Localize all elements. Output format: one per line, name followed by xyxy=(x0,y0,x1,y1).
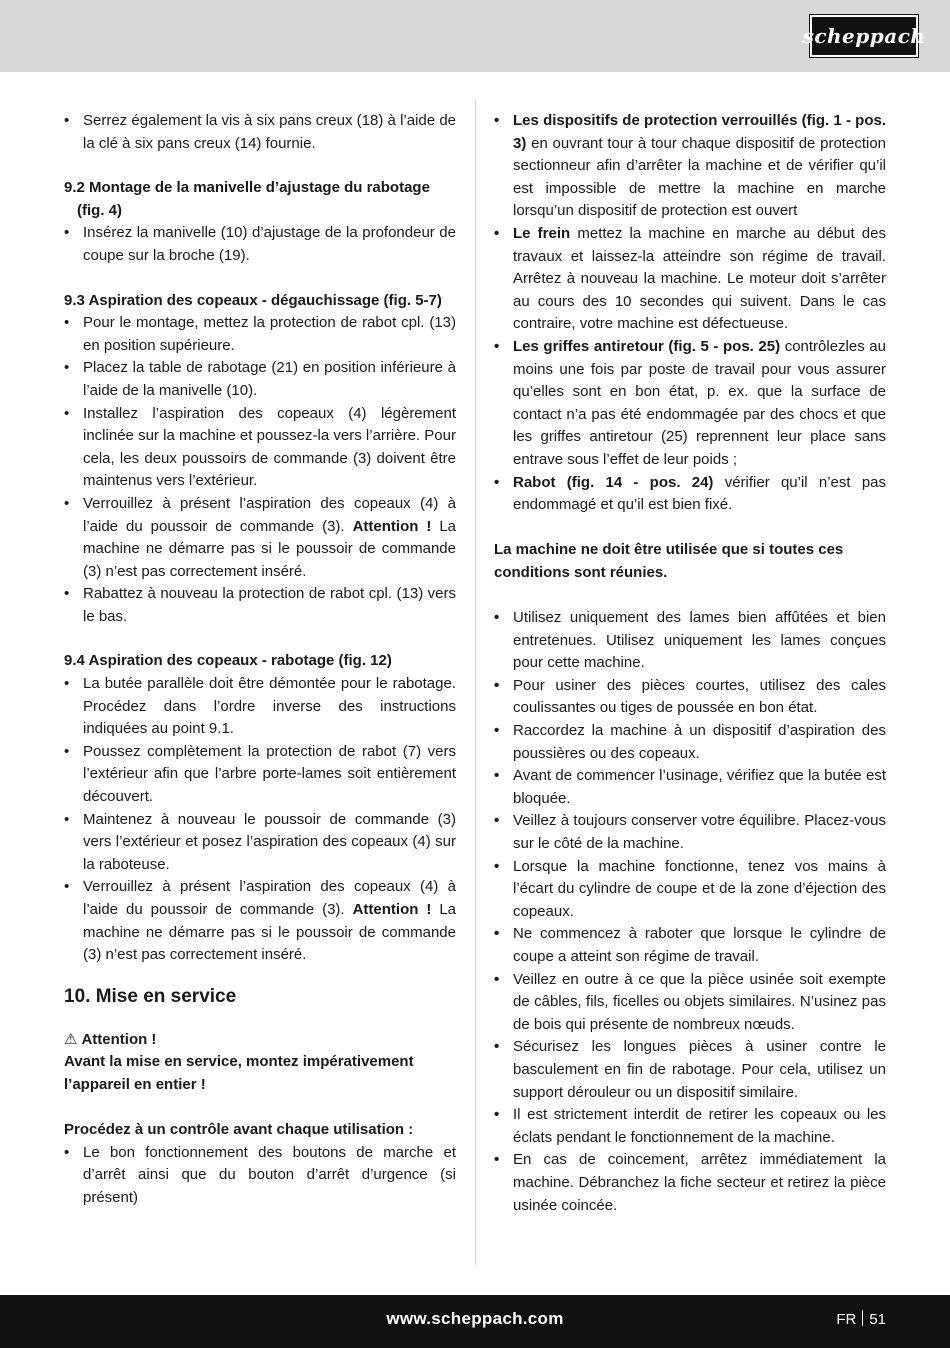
list-item: • Le bon fonctionnement des boutons de marche et d’arrêt ainsi que du bouton d’arrêt d’urgence (si présent) xyxy=(64,1142,456,1210)
condition-note: La machine ne doit être utilisée que si toutes ces conditions sont réunies. xyxy=(494,541,844,581)
list-item: • Les dispositifs de protection verrouillés (fig. 1 - pos. 3) en ouvrant tour à tour chaque dispositif de protection sectionneur afin d’arrêter la machine et de vérifier qu’il est impossible de mettre la machine en marche lorsqu’un dispositif de protection est ouvert xyxy=(494,110,886,223)
warning-label: ⚠ Attention ! xyxy=(64,1029,456,1052)
page-number-value: 51 xyxy=(869,1311,886,1328)
list-item: • Poussez complètement la protection de rabot (7) vers l’extérieur afin que l’arbre porte-lames soit entièrement découvert. xyxy=(64,741,456,809)
section-9-3-list xyxy=(64,312,456,628)
list-item: • En cas de coincement, arrêtez immédiatement la machine. Débranchez la fiche secteur et retirez la pièce usinée coincée. xyxy=(494,1149,886,1217)
list-item: • Rabot (fig. 14 - pos. 24) vérifier qu’il n’est pas endommagé et qu’il est bien fixé. xyxy=(494,472,886,517)
list-item: • Raccordez la machine à un dispositif d’aspiration des poussières ou des copeaux. xyxy=(494,720,886,765)
warning-icon: ⚠ xyxy=(64,1030,78,1048)
page-number xyxy=(836,1310,886,1328)
section-9-3-heading: 9.3 Aspiration des copeaux - dégauchissage (fig. 5-7) xyxy=(64,291,442,309)
section-10-title: 10. Mise en service xyxy=(64,985,237,1007)
check-list-continued xyxy=(494,110,886,517)
list-item: • Installez l’aspiration des copeaux (4) légèrement inclinée sur la machine et poussez-la vers l’arrière. Pour cela, les deux poussoirs de commande (3) doivent être maintenus vers l’extérieur. xyxy=(64,403,456,493)
attention-label: Attention ! xyxy=(352,517,432,535)
column-divider xyxy=(475,100,476,1265)
list-item: • Maintenez à nouveau le poussoir de commande (3) vers l’extérieur et posez l’aspiration des copeaux (4) sur la raboteuse. xyxy=(64,809,456,877)
warning-text: Avant la mise en service, montez impérativement l’appareil en entier ! xyxy=(64,1053,414,1093)
check-list xyxy=(64,1142,456,1210)
list-item: • Placez la table de rabotage (21) en position inférieure à l’aide de la manivelle (10). xyxy=(64,357,456,402)
page-footer xyxy=(0,1295,950,1348)
list-item: • Serrez également la vis à six pans creux (18) à l’aide de la clé à six pans creux (14) fournie. xyxy=(64,110,456,155)
list-item: • Veillez en outre à ce que la pièce usinée soit exempte de câbles, fils, ficelles ou objets similaires. N’usinez pas de bois qui présente de nombreux nœuds. xyxy=(494,969,886,1037)
list-item: • Veillez à toujours conserver votre équilibre. Placez-vous sur le côté de la machine. xyxy=(494,810,886,855)
list-item: • Pour le montage, mettez la protection de rabot cpl. (13) en position supérieure. xyxy=(64,312,456,357)
list-item: • Verrouillez à présent l’aspiration des copeaux (4) à l’aide du poussoir de commande (3). Attention ! La machine ne démarre pas si le poussoir de commande (3) n’est pas correctement inséré. xyxy=(64,876,456,966)
check-heading: Procédez à un contrôle avant chaque utilisation : xyxy=(64,1121,414,1139)
intro-list xyxy=(64,110,456,155)
page-header xyxy=(0,0,950,72)
list-item: • Avant de commencer l’usinage, vérifiez que la butée est bloquée. xyxy=(494,765,886,810)
section-9-2-list xyxy=(64,222,456,267)
right-column xyxy=(494,110,886,1217)
list-item: • Rabattez à nouveau la protection de rabot cpl. (13) vers le bas. xyxy=(64,583,456,628)
language-code: FR xyxy=(836,1311,857,1328)
attention-label: Attention ! xyxy=(352,901,432,918)
list-item: • Ne commencez à raboter que lorsque le cylindre de coupe a atteint son régime de travail. xyxy=(494,923,886,968)
list-item: • Insérez la manivelle (10) d’ajustage de la profondeur de coupe sur la broche (19). xyxy=(64,222,456,267)
scheppach-logo: scheppach xyxy=(809,14,919,58)
left-column xyxy=(64,110,456,1210)
website-link[interactable]: www.scheppach.com xyxy=(386,1309,564,1328)
list-item: • Lorsque la machine fonctionne, tenez vos mains à l’écart du cylindre de coupe et de la zone d’éjection des copeaux. xyxy=(494,856,886,924)
list-item: • Le frein mettez la machine en marche au début des travaux et laissez-la atteindre son régime de travail. Arrêtez à nouveau la machine. Le moteur doit s’arrêter au cours des 10 secondes qui suivent. Dans le cas contraire, votre machine est défectueuse. xyxy=(494,223,886,336)
list-item: • Verrouillez à présent l’aspiration des copeaux (4) à l’aide du poussoir de commande (3). Attention ! La machine ne démarre pas si le poussoir de commande (3) n’est pas correctement inséré. xyxy=(64,493,456,583)
list-item: • Il est strictement interdit de retirer les copeaux ou les éclats pendant le fonctionnement de la machine. xyxy=(494,1104,886,1149)
list-item: • Les griffes antiretour (fig. 5 - pos. 25) contrôlezles au moins une fois par poste de travail pour vous assurer qu’elles sont en bon état, p. ex. que la surface de contact n’a pas été endommagée par des chocs et que les griffes antiretour (25) reprennent leur place sans entrave sous l’effet de leur poids ; xyxy=(494,336,886,472)
list-item: • La butée parallèle doit être démontée pour le rabotage. Procédez dans l’ordre inverse des instructions indiquées au point 9.1. xyxy=(64,673,456,741)
section-9-2-heading: 9.2 Montage de la manivelle d’ajustage du rabotage (fig. 4) xyxy=(64,179,430,219)
list-item: • Sécurisez les longues pièces à usiner contre le basculement en fin de rabotage. Pour cela, utilisez un support dérouleur ou un dispositif similaire. xyxy=(494,1036,886,1104)
safety-list xyxy=(494,607,886,1217)
section-9-4-heading: 9.4 Aspiration des copeaux - rabotage (fig. 12) xyxy=(64,652,392,670)
list-item: • Utilisez uniquement des lames bien affûtées et bien entretenues. Utilisez uniquement les lames conçues pour cette machine. xyxy=(494,607,886,675)
section-9-4-list xyxy=(64,673,456,967)
list-item: • Pour usiner des pièces courtes, utilisez des cales coulissantes ou tiges de poussée en bon état. xyxy=(494,675,886,720)
